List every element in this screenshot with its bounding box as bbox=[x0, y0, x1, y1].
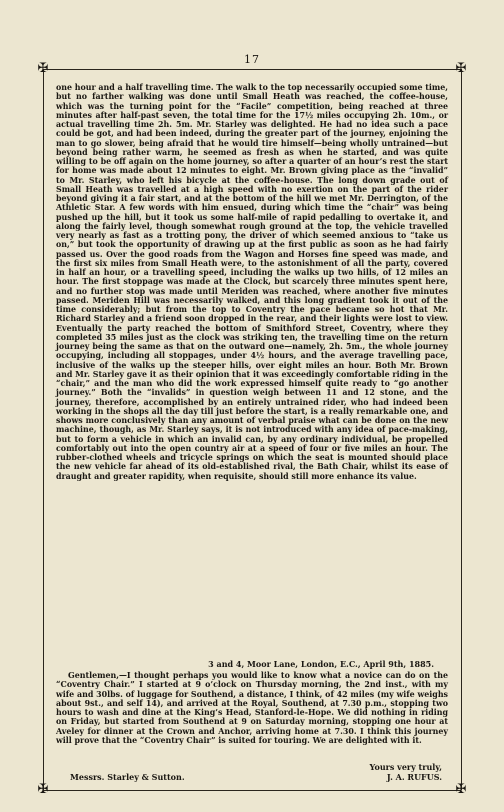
letter-addressee: Messrs. Starley & Sutton. bbox=[70, 772, 185, 782]
article-paragraph: one hour and a half travelling time. The walk to the top necessarily occupied some time, but no farther walking was done until Small Heath was reached, the coffee-house, which was the turning point for the “Facile” competition, being reached at three minutes after half-past seven, the total time for the 17½ miles occupying 2h. 10m., or actual travelling time 2h. 5m. Mr. Starley was delighted. He had no idea such a pace could be got, and had been indeed, during the greater part of the journey, enjoining the man to go slower, being afraid that he would tire himself—being wholly untrained—but beyond being rather warm, he seemed as fresh as when he started, and was quite willing to be off again on the home journey, so after a quarter of an hour’s rest the start for home was made about 12 minutes to eight. Mr. Brown giving place as the “invalid” to Mr. Starley, who left his bicycle at the coffee-house. The long down grade out of Small Heath was travelled at a high speed with no exertion on the part of the rider beyond giving it a fair start, and at the bottom of the hill we met Mr. Derrington, of the Athletic Star. A few words with him ensued, during which time the “chair” was being pushed up the hill, but it took us some half-mile of rapid pedalling to overtake it, and along the fairly level, though somewhat rough ground at the top, the vehicle travelled very nearly as fast as a trotting pony, the driver of which seemed anxious to “take us on,” but took the opportunity of drawing up at the first public as soon as he had fairly passed us. Over the good roads from the Wagon and Horses fine speed was made, and the first six miles from Small Heath were, to the astonishment of all the party, covered in half an hour, or a travelling speed, including the walks up two hills, of 12 miles an hour. The first stoppage was made at the Clock, but scarcely three minutes spent here, and no further stop was made until Meriden was reached, where another five minutes passed. Meriden Hill was necessarily walked, and this long gradient took it out of the time considerably; but from the top to Coventry the pace became so hot that Mr. Richard Starley and a friend soon dropped in the rear, and their lights were lost to view. Eventually the party reached the bottom of Smithford Street, Coventry, where they completed 35 miles just as the clock was striking ten, the travelling time on the return journey being the same as that on the outward one—namely, 2h. 5m., the whole journey occupying, including all stoppages, under 4½ hours, and the average travelling pace, inclusive of the walks up the steeper hills, over eight miles an hour. Both Mr. Brown and Mr. Starley gave it as their opinion that it was exceedingly comfortable riding in the “chair,” and the man who did the work expressed himself quite ready to “go another journey.” Both the “invalids” in question weigh between 11 and 12 stone, and the journey, therefore, accomplished by an entirely untrained rider, who had indeed been working in the shops all the day till just before the start, is a really remarkable one, and shows more conclusively than any amount of verbal praise what can be done on the new machine, though, as Mr. Starley says, it is not introduced with any idea of pace-making, but to form a vehicle in which an invalid can, by any ordinary individual, be propelled comfortably out into the open country air at a speed of four or five miles an hour. The rubber-clothed wheels and tricycle springs on which the seat is mounted should place the new vehicle far ahead of its old-established rival, the Bath Chair, whilst its ease of draught and greater rapidity, when requisite, should still more enhance its value. bbox=[56, 83, 448, 481]
letter-closing: Yours very truly, bbox=[369, 762, 442, 772]
bottom-border-rule bbox=[43, 790, 461, 791]
letter-body bbox=[56, 671, 448, 745]
page-number: 17 bbox=[244, 53, 260, 66]
top-border-rule bbox=[43, 69, 461, 70]
letter-paragraph: Gentlemen,—I thought perhaps you would like to know what a novice can do on the “Coventry Chair.” I started at 9 o’clock on Thursday morning, the 2nd inst., with my wife and 30lbs. of luggage for Southend, a distance, I think, of 42 miles (my wife weighs about 9st., and self 14), and arrived at the Royal, Southend, at 7.30 p.m., stopping two hours to wash and dine at the King’s Head, Stanford-le-Hope. We did nothing in riding on Friday, but started from Southend at 9 on Saturday morning, stopping one hour at Aveley for dinner at the Crown and Anchor, arriving home at 7.30. I think this journey will prove that the “Coventry Chair” is suited for touring. We are delighted with it. bbox=[56, 671, 448, 746]
corner-ornament-icon: ✠ bbox=[455, 61, 467, 76]
corner-ornament-icon: ✠ bbox=[37, 61, 49, 76]
letter-signature: J. A. RUFUS. bbox=[386, 772, 442, 782]
letter-heading: 3 and 4, Moor Lane, London, E.C., April 9th, 1885. bbox=[208, 659, 434, 669]
article-body bbox=[56, 83, 448, 481]
corner-ornament-icon: ✠ bbox=[37, 782, 49, 797]
left-border-rule bbox=[43, 69, 44, 790]
corner-ornament-icon: ✠ bbox=[455, 782, 467, 797]
right-border-rule bbox=[461, 69, 462, 790]
